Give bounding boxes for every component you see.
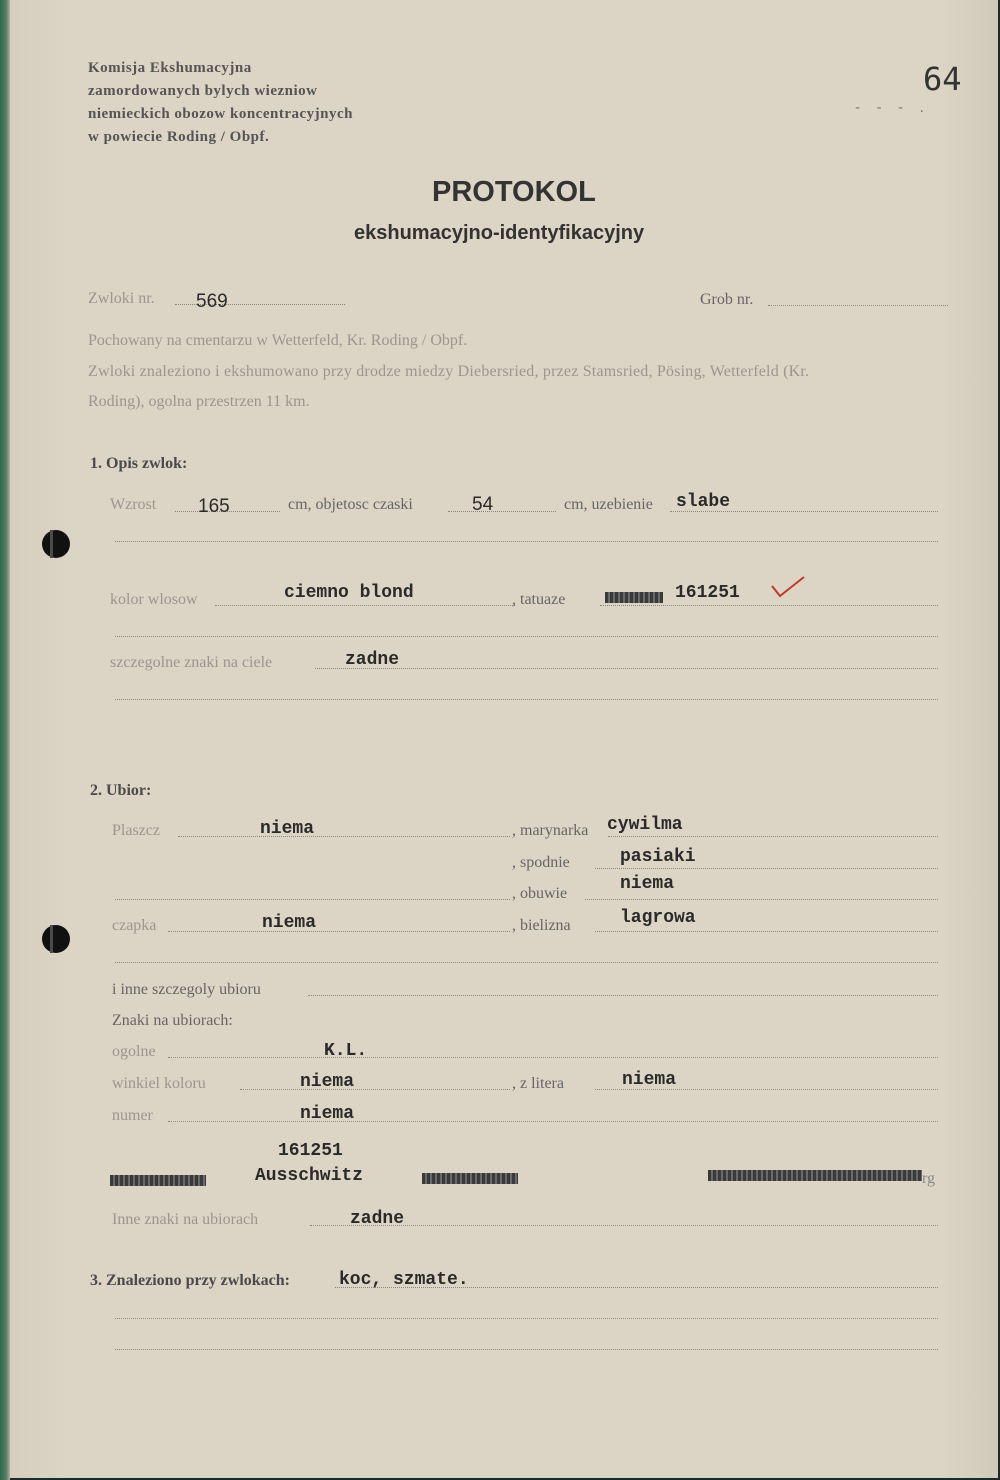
czapka-label: czapka	[112, 917, 157, 934]
plaszcz-label: Plaszcz	[112, 822, 160, 839]
struck-text	[110, 1175, 206, 1186]
blank-line-6	[115, 1318, 938, 1319]
struck-text	[708, 1170, 922, 1181]
section-2-heading: 2. Ubior:	[90, 782, 152, 799]
margin-dashes: - - - .	[855, 100, 930, 116]
ogolne-field-line	[168, 1057, 938, 1058]
kolor-value: ciemno blond	[284, 583, 414, 603]
znaki-value: zadne	[345, 650, 400, 670]
blank-line-4	[115, 899, 510, 900]
page-edge	[0, 0, 10, 1480]
zwloki-value: 569	[196, 291, 228, 312]
inne-szczegoly-field-line	[308, 995, 938, 996]
document-title: PROTOKOL	[432, 176, 596, 208]
section-3-value: koc, szmate.	[339, 1270, 469, 1290]
marynarka-field-line	[608, 836, 938, 837]
plaszcz-field-line	[178, 836, 510, 837]
z-litera-value: niema	[622, 1070, 677, 1090]
czapka-value: niema	[262, 913, 317, 933]
org-line-1: Komisja Ekshumacyjna	[88, 60, 252, 76]
znaki-na-ubiorach-label: Znaki na ubiorach:	[112, 1012, 233, 1029]
czaski-field-line	[448, 511, 556, 512]
bielizna-field-line	[595, 931, 938, 932]
document-subtitle: ekshumacyjno-identyfikacyjny	[354, 222, 645, 244]
ogolne-label: ogolne	[112, 1043, 156, 1060]
uzebienie-label: cm, uzebienie	[564, 496, 653, 513]
section-1-heading: 1. Opis zwlok:	[90, 455, 188, 472]
tatuaze-label: , tatuaze	[512, 591, 566, 608]
numer-label: numer	[112, 1107, 153, 1124]
inne-znaki-label: Inne znaki na ubiorach	[112, 1211, 259, 1228]
org-line-3: niemieckich obozow koncentracyjnych	[88, 106, 353, 122]
czaski-label: cm, objetosc czaski	[288, 496, 413, 513]
obuwie-value: niema	[620, 874, 675, 894]
inne-znaki-field-line	[310, 1225, 938, 1226]
wzrost-label: Wzrost	[110, 496, 157, 513]
znaleziono-line-1: Zwloki znaleziono i ekshumowano przy drodze miedzy Diebersried, przez Stamsried, Pösing, Wetterfeld (Kr.	[88, 363, 810, 380]
pochowany-text: Pochowany na cmentarzu w Wetterfeld, Kr. Roding / Obpf.	[88, 332, 468, 349]
document-page	[10, 0, 998, 1478]
numer-value: niema	[300, 1104, 355, 1124]
numer-field-line	[168, 1121, 938, 1122]
marynarka-value: cywilma	[607, 815, 683, 835]
obuwie-field-line	[585, 899, 938, 900]
bielizna-label: , bielizna	[512, 917, 571, 934]
spodnie-label: , spodnie	[512, 854, 570, 871]
z-litera-label: , z litera	[512, 1075, 564, 1092]
grob-label: Grob nr.	[700, 291, 754, 308]
blank-line-3	[115, 699, 938, 700]
kolor-label: kolor wlosow	[110, 591, 198, 608]
tatuaze-value: 161251	[675, 583, 740, 603]
spodnie-field-line	[595, 868, 938, 869]
zwloki-label: Zwloki nr.	[88, 290, 155, 307]
uzebienie-field-line	[670, 511, 938, 512]
winkiel-field-line	[240, 1089, 510, 1090]
blank-line-7	[115, 1349, 938, 1350]
ogolne-value: K.L.	[324, 1041, 368, 1061]
winkiel-value: niema	[300, 1072, 355, 1092]
winkiel-label: winkiel koloru	[112, 1075, 206, 1092]
znaleziono-line-2: Roding), ogolna przestrzen 11 km.	[88, 393, 310, 410]
punch-hole-top	[42, 530, 70, 558]
spodnie-value: pasiaki	[620, 847, 696, 867]
tatuaze-field-line	[600, 605, 938, 606]
checkmark-icon	[770, 574, 806, 600]
wzrost-value: 165	[198, 496, 230, 517]
org-line-4: w powiecie Roding / Obpf.	[88, 129, 270, 145]
struck-suffix: rg	[922, 1170, 936, 1187]
section-3-heading: 3. Znaleziono przy zwlokach:	[90, 1272, 290, 1289]
org-header	[88, 57, 353, 149]
camp-value: Ausschwitz	[255, 1166, 364, 1186]
struck-text	[422, 1173, 518, 1184]
inne-znaki-value: zadne	[350, 1209, 405, 1229]
marynarka-label: , marynarka	[512, 822, 589, 839]
znaki-label: szczegolne znaki na ciele	[110, 654, 273, 671]
punch-hole-bottom	[42, 925, 70, 953]
page-number: 64	[923, 60, 962, 98]
blank-line-1	[115, 541, 938, 542]
bielizna-value: lagrowa	[620, 908, 696, 928]
section-3-field-line	[335, 1287, 938, 1288]
number-line-value: 161251	[278, 1141, 343, 1161]
plaszcz-value: niema	[260, 819, 315, 839]
org-line-2: zamordowanych bylych wiezniow	[88, 83, 318, 99]
znaki-field-line	[315, 668, 938, 669]
obuwie-label: , obuwie	[512, 885, 568, 902]
kolor-field-line	[215, 605, 515, 606]
inne-szczegoly-label: i inne szczegoly ubioru	[112, 981, 261, 998]
grob-field-line	[768, 305, 948, 306]
czapka-field-line	[168, 931, 510, 932]
blank-line-2	[115, 636, 938, 637]
struck-text	[605, 592, 663, 603]
czaski-value: 54	[472, 494, 494, 515]
uzebienie-value: slabe	[676, 492, 731, 512]
blank-line-5	[115, 962, 938, 963]
